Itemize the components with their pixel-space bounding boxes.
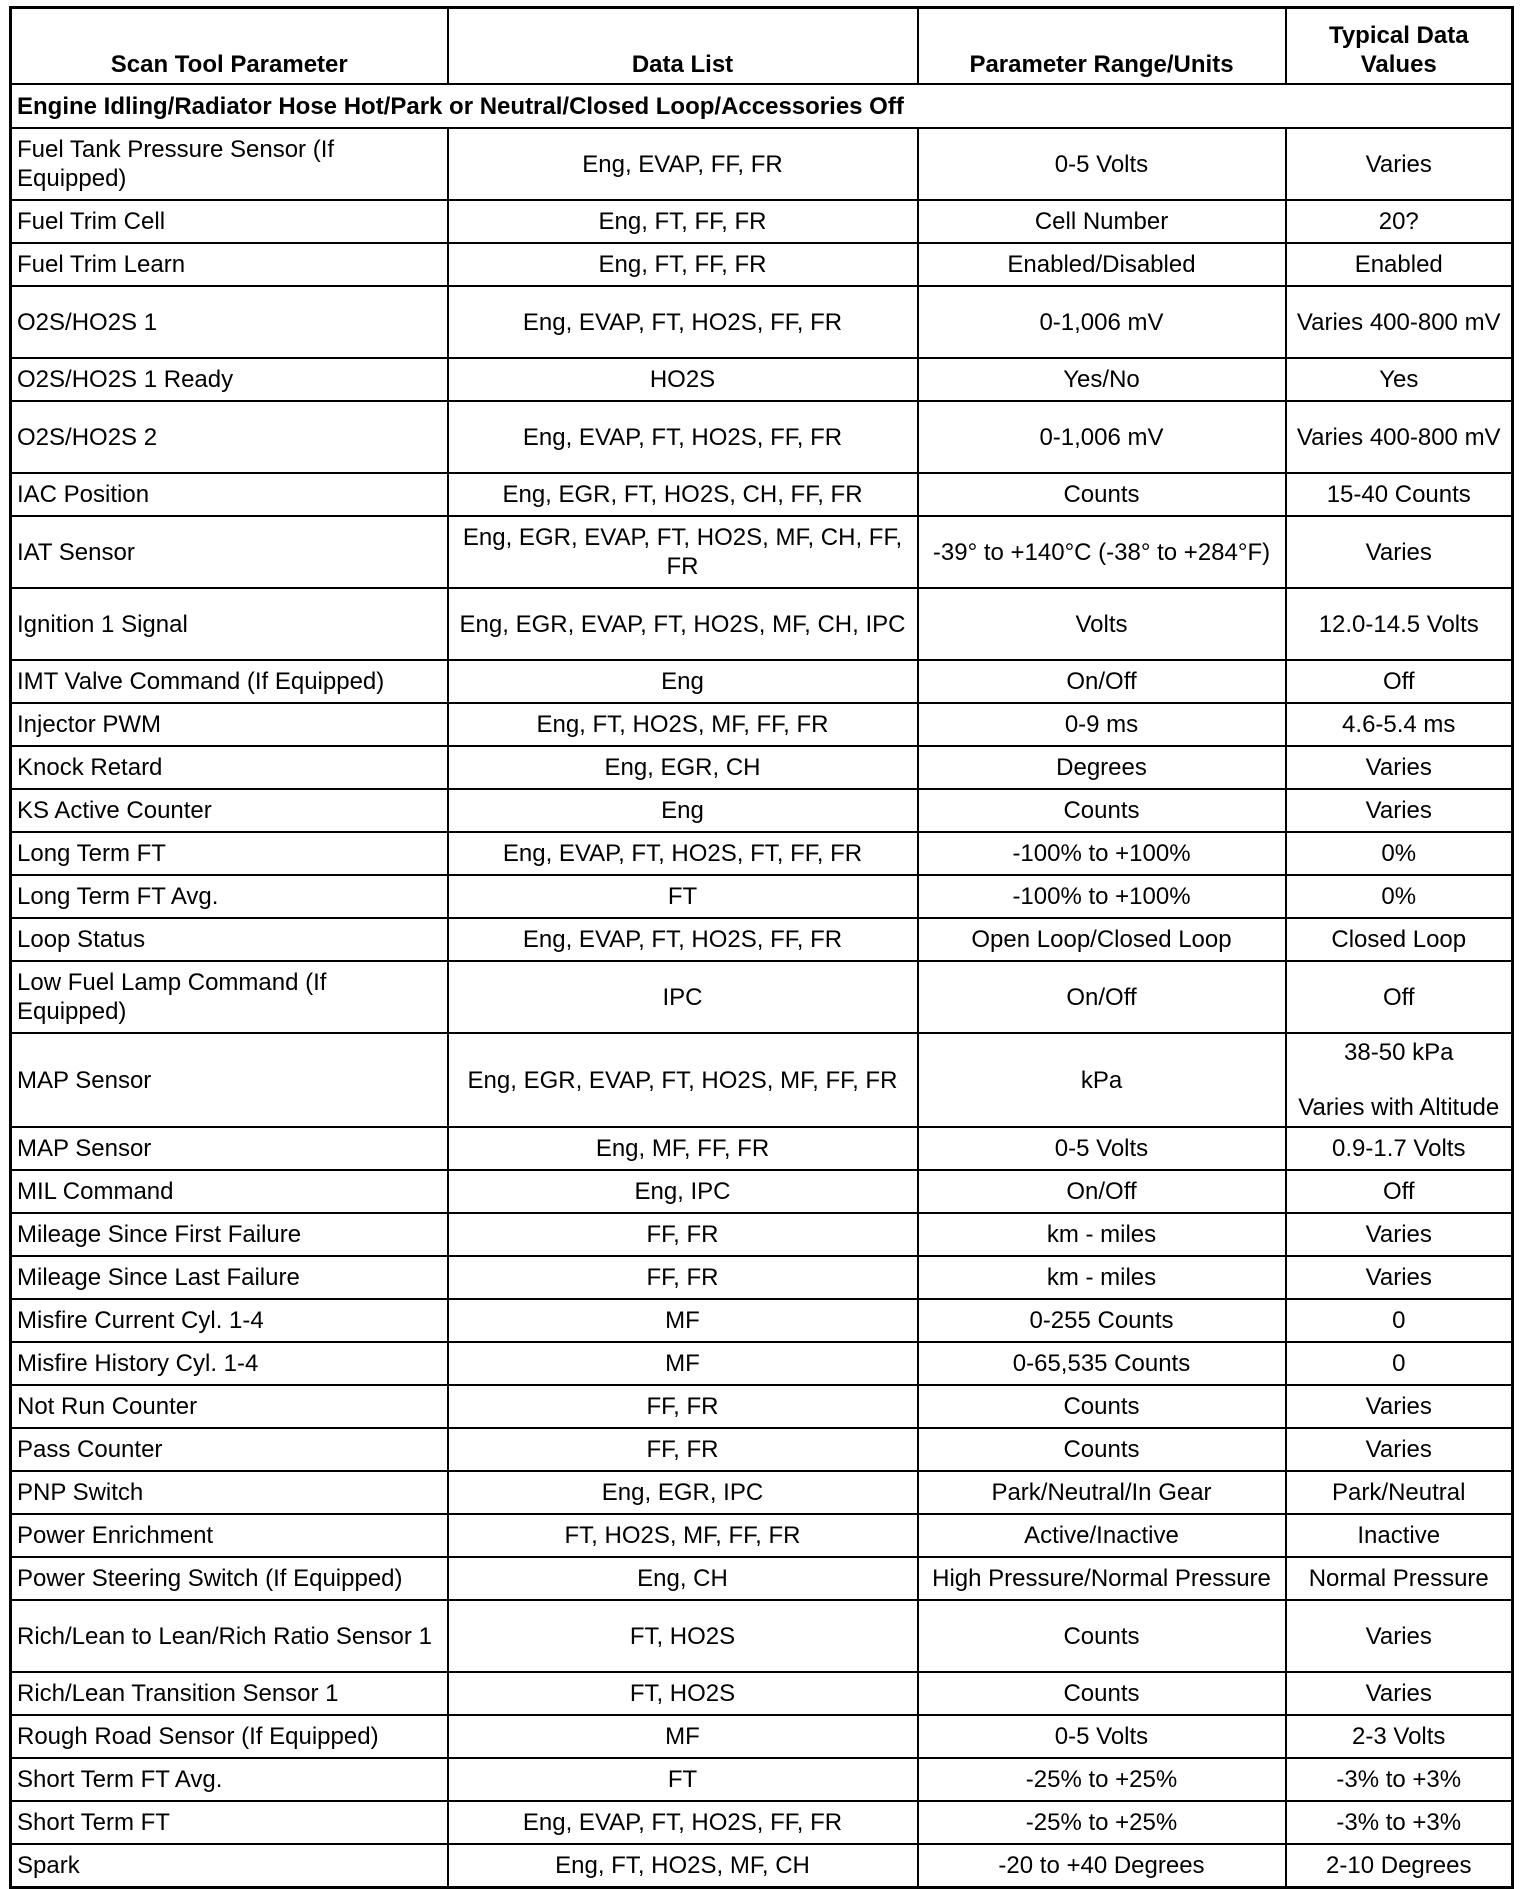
table-row bbox=[11, 875, 1513, 918]
parameter-cell: Long Term FT bbox=[11, 832, 448, 875]
typical-value-cell: Closed Loop bbox=[1286, 918, 1513, 961]
typical-value-note: Varies with Altitude bbox=[1298, 1094, 1500, 1121]
scan-tool-data-table bbox=[9, 6, 1514, 1889]
table-row bbox=[11, 1342, 1513, 1385]
typical-value-cell: Varies bbox=[1286, 1428, 1513, 1471]
typical-value-cell: Varies 400-800 mV bbox=[1286, 401, 1513, 473]
range-cell: kPa bbox=[918, 1033, 1286, 1127]
parameter-cell: Rich/Lean Transition Sensor 1 bbox=[11, 1672, 448, 1715]
parameter-cell: Misfire Current Cyl. 1-4 bbox=[11, 1299, 448, 1342]
range-cell: On/Off bbox=[918, 660, 1286, 703]
table-row bbox=[11, 243, 1513, 286]
table-row bbox=[11, 1600, 1513, 1672]
table-row bbox=[11, 1127, 1513, 1170]
parameter-cell: IAC Position bbox=[11, 473, 448, 516]
data-list-cell: MF bbox=[448, 1299, 918, 1342]
range-cell: Active/Inactive bbox=[918, 1514, 1286, 1557]
typical-value-cell: Varies bbox=[1286, 1600, 1513, 1672]
data-list-cell: Eng, EGR, EVAP, FT, HO2S, MF, CH, FF, FR bbox=[448, 516, 918, 588]
data-list-cell: Eng, EGR, FT, HO2S, CH, FF, FR bbox=[448, 473, 918, 516]
table-row bbox=[11, 1170, 1513, 1213]
typical-value-cell: Off bbox=[1286, 1170, 1513, 1213]
range-cell: -25% to +25% bbox=[918, 1758, 1286, 1801]
typical-value-cell: Off bbox=[1286, 660, 1513, 703]
data-list-cell: FF, FR bbox=[448, 1213, 918, 1256]
header-parameter-range-units: Parameter Range/Units bbox=[918, 8, 1286, 85]
range-cell: 0-1,006 mV bbox=[918, 401, 1286, 473]
typical-value-cell: Varies bbox=[1286, 1256, 1513, 1299]
table-row bbox=[11, 832, 1513, 875]
table-row bbox=[11, 961, 1513, 1033]
data-list-cell: Eng, FT, FF, FR bbox=[448, 243, 918, 286]
range-cell: Cell Number bbox=[918, 200, 1286, 243]
parameter-cell: Ignition 1 Signal bbox=[11, 588, 448, 660]
data-list-cell: Eng, EGR, EVAP, FT, HO2S, MF, FF, FR bbox=[448, 1033, 918, 1127]
data-list-cell: Eng, EGR, CH bbox=[448, 746, 918, 789]
parameter-cell: Knock Retard bbox=[11, 746, 448, 789]
data-list-cell: FF, FR bbox=[448, 1385, 918, 1428]
table-row bbox=[11, 660, 1513, 703]
table-row bbox=[11, 128, 1513, 200]
typical-value-cell: Varies bbox=[1286, 1385, 1513, 1428]
range-cell: Counts bbox=[918, 1600, 1286, 1672]
typical-value-cell bbox=[1286, 1033, 1513, 1127]
range-cell: Volts bbox=[918, 588, 1286, 660]
parameter-cell: Misfire History Cyl. 1-4 bbox=[11, 1342, 448, 1385]
parameter-cell: Injector PWM bbox=[11, 703, 448, 746]
data-list-cell: Eng, EVAP, FT, HO2S, FF, FR bbox=[448, 286, 918, 358]
parameter-cell: Fuel Trim Learn bbox=[11, 243, 448, 286]
typical-value-cell: 0% bbox=[1286, 832, 1513, 875]
data-list-cell: FF, FR bbox=[448, 1428, 918, 1471]
data-list-cell: Eng, EVAP, FT, HO2S, FF, FR bbox=[448, 401, 918, 473]
range-cell: Yes/No bbox=[918, 358, 1286, 401]
data-list-cell: Eng, EVAP, FT, HO2S, FF, FR bbox=[448, 1801, 918, 1844]
parameter-cell: O2S/HO2S 1 Ready bbox=[11, 358, 448, 401]
data-list-cell: Eng, CH bbox=[448, 1557, 918, 1600]
range-cell: High Pressure/Normal Pressure bbox=[918, 1557, 1286, 1600]
table-row bbox=[11, 1514, 1513, 1557]
parameter-cell: PNP Switch bbox=[11, 1471, 448, 1514]
data-list-cell: Eng, EGR, IPC bbox=[448, 1471, 918, 1514]
data-list-cell: FT bbox=[448, 875, 918, 918]
typical-value-cell: 4.6-5.4 ms bbox=[1286, 703, 1513, 746]
data-list-cell: MF bbox=[448, 1342, 918, 1385]
parameter-cell: Power Enrichment bbox=[11, 1514, 448, 1557]
parameter-cell: Mileage Since Last Failure bbox=[11, 1256, 448, 1299]
table-row bbox=[11, 1428, 1513, 1471]
range-cell: -100% to +100% bbox=[918, 875, 1286, 918]
table-row bbox=[11, 200, 1513, 243]
range-cell: Counts bbox=[918, 1428, 1286, 1471]
parameter-cell: Spark bbox=[11, 1844, 448, 1888]
header-scan-tool-parameter: Scan Tool Parameter bbox=[11, 8, 448, 85]
parameter-cell: Fuel Tank Pressure Sensor (If Equipped) bbox=[11, 128, 448, 200]
data-list-cell: MF bbox=[448, 1715, 918, 1758]
data-list-cell: FT, HO2S bbox=[448, 1672, 918, 1715]
parameter-cell: MAP Sensor bbox=[11, 1033, 448, 1127]
range-cell: Counts bbox=[918, 789, 1286, 832]
data-list-cell: Eng, EVAP, FT, HO2S, FF, FR bbox=[448, 918, 918, 961]
table-row bbox=[11, 401, 1513, 473]
range-cell: 0-65,535 Counts bbox=[918, 1342, 1286, 1385]
data-list-cell: Eng, FT, HO2S, MF, CH bbox=[448, 1844, 918, 1888]
header-typical-data-values: Typical Data Values bbox=[1286, 8, 1513, 85]
parameter-cell: Power Steering Switch (If Equipped) bbox=[11, 1557, 448, 1600]
typical-value-cell: Varies bbox=[1286, 128, 1513, 200]
typical-value-cell: 15-40 Counts bbox=[1286, 473, 1513, 516]
parameter-cell: Rough Road Sensor (If Equipped) bbox=[11, 1715, 448, 1758]
data-list-cell: Eng bbox=[448, 789, 918, 832]
data-list-cell: Eng, EVAP, FT, HO2S, FT, FF, FR bbox=[448, 832, 918, 875]
range-cell: Enabled/Disabled bbox=[918, 243, 1286, 286]
typical-value-cell: Varies bbox=[1286, 516, 1513, 588]
table-row bbox=[11, 1672, 1513, 1715]
typical-value-cell: -3% to +3% bbox=[1286, 1801, 1513, 1844]
table-row bbox=[11, 1471, 1513, 1514]
typical-value-cell: 2-3 Volts bbox=[1286, 1715, 1513, 1758]
table-row bbox=[11, 588, 1513, 660]
header-row bbox=[11, 8, 1513, 85]
parameter-cell: Rich/Lean to Lean/Rich Ratio Sensor 1 bbox=[11, 1600, 448, 1672]
typical-value-cell: 0 bbox=[1286, 1342, 1513, 1385]
parameter-cell: Not Run Counter bbox=[11, 1385, 448, 1428]
range-cell: 0-9 ms bbox=[918, 703, 1286, 746]
table-row bbox=[11, 918, 1513, 961]
parameter-cell: Loop Status bbox=[11, 918, 448, 961]
parameter-cell: MAP Sensor bbox=[11, 1127, 448, 1170]
range-cell: Counts bbox=[918, 473, 1286, 516]
table-row bbox=[11, 1299, 1513, 1342]
parameter-cell: O2S/HO2S 1 bbox=[11, 286, 448, 358]
table-row bbox=[11, 746, 1513, 789]
parameter-cell: Low Fuel Lamp Command (If Equipped) bbox=[11, 961, 448, 1033]
range-cell: -20 to +40 Degrees bbox=[918, 1844, 1286, 1888]
typical-value-cell: Inactive bbox=[1286, 1514, 1513, 1557]
table-row bbox=[11, 1801, 1513, 1844]
data-list-cell: Eng, EVAP, FF, FR bbox=[448, 128, 918, 200]
table-row bbox=[11, 358, 1513, 401]
parameter-cell: MIL Command bbox=[11, 1170, 448, 1213]
header-data-list: Data List bbox=[448, 8, 918, 85]
range-cell: Counts bbox=[918, 1672, 1286, 1715]
range-cell: -39° to +140°C (-38° to +284°F) bbox=[918, 516, 1286, 588]
typical-value-cell: 12.0-14.5 Volts bbox=[1286, 588, 1513, 660]
data-list-cell: FT bbox=[448, 1758, 918, 1801]
parameter-cell: Fuel Trim Cell bbox=[11, 200, 448, 243]
parameter-cell: Mileage Since First Failure bbox=[11, 1213, 448, 1256]
table-row bbox=[11, 516, 1513, 588]
section-row bbox=[11, 84, 1513, 128]
range-cell: Counts bbox=[918, 1385, 1286, 1428]
typical-value-cell: Varies bbox=[1286, 746, 1513, 789]
range-cell: On/Off bbox=[918, 961, 1286, 1033]
data-list-cell: IPC bbox=[448, 961, 918, 1033]
table-row bbox=[11, 1033, 1513, 1127]
range-cell: Degrees bbox=[918, 746, 1286, 789]
table-row bbox=[11, 286, 1513, 358]
range-cell: 0-5 Volts bbox=[918, 128, 1286, 200]
range-cell: 0-255 Counts bbox=[918, 1299, 1286, 1342]
range-cell: 0-1,006 mV bbox=[918, 286, 1286, 358]
data-list-cell: FT, HO2S, MF, FF, FR bbox=[448, 1514, 918, 1557]
table-row bbox=[11, 1385, 1513, 1428]
table-row bbox=[11, 1715, 1513, 1758]
section-title: Engine Idling/Radiator Hose Hot/Park or Neutral/Closed Loop/Accessories Off bbox=[11, 84, 1513, 128]
range-cell: km - miles bbox=[918, 1256, 1286, 1299]
typical-value-cell: Varies bbox=[1286, 1672, 1513, 1715]
parameter-cell: O2S/HO2S 2 bbox=[11, 401, 448, 473]
table-row bbox=[11, 1213, 1513, 1256]
typical-value-cell: Varies bbox=[1286, 1213, 1513, 1256]
typical-value-cell: Varies bbox=[1286, 789, 1513, 832]
typical-value-cell: 0.9-1.7 Volts bbox=[1286, 1127, 1513, 1170]
parameter-cell: Pass Counter bbox=[11, 1428, 448, 1471]
typical-value-cell: Off bbox=[1286, 961, 1513, 1033]
typical-value-cell: 0% bbox=[1286, 875, 1513, 918]
range-cell: 0-5 Volts bbox=[918, 1715, 1286, 1758]
data-list-cell: FT, HO2S bbox=[448, 1600, 918, 1672]
range-cell: On/Off bbox=[918, 1170, 1286, 1213]
typical-value-cell: 20? bbox=[1286, 200, 1513, 243]
range-cell: Park/Neutral/In Gear bbox=[918, 1471, 1286, 1514]
table-row bbox=[11, 789, 1513, 832]
table-row bbox=[11, 1758, 1513, 1801]
data-list-cell: Eng, EGR, EVAP, FT, HO2S, MF, CH, IPC bbox=[448, 588, 918, 660]
typical-value-primary: 38-50 kPa bbox=[1344, 1039, 1454, 1066]
typical-value-cell: 2-10 Degrees bbox=[1286, 1844, 1513, 1888]
typical-value-cell: Yes bbox=[1286, 358, 1513, 401]
parameter-cell: KS Active Counter bbox=[11, 789, 448, 832]
range-cell: -100% to +100% bbox=[918, 832, 1286, 875]
data-list-cell: Eng, MF, FF, FR bbox=[448, 1127, 918, 1170]
range-cell: 0-5 Volts bbox=[918, 1127, 1286, 1170]
range-cell: Open Loop/Closed Loop bbox=[918, 918, 1286, 961]
data-list-cell: Eng, IPC bbox=[448, 1170, 918, 1213]
parameter-cell: IAT Sensor bbox=[11, 516, 448, 588]
range-cell: -25% to +25% bbox=[918, 1801, 1286, 1844]
data-list-cell: HO2S bbox=[448, 358, 918, 401]
typical-value-cell: Varies 400-800 mV bbox=[1286, 286, 1513, 358]
data-list-cell: Eng, FT, FF, FR bbox=[448, 200, 918, 243]
table-row bbox=[11, 703, 1513, 746]
parameter-cell: Long Term FT Avg. bbox=[11, 875, 448, 918]
parameter-cell: Short Term FT Avg. bbox=[11, 1758, 448, 1801]
parameter-cell: Short Term FT bbox=[11, 1801, 448, 1844]
table-row bbox=[11, 473, 1513, 516]
typical-value-cell: Enabled bbox=[1286, 243, 1513, 286]
data-list-cell: FF, FR bbox=[448, 1256, 918, 1299]
table-row bbox=[11, 1557, 1513, 1600]
data-list-cell: Eng bbox=[448, 660, 918, 703]
typical-value-cell: 0 bbox=[1286, 1299, 1513, 1342]
parameter-cell: IMT Valve Command (If Equipped) bbox=[11, 660, 448, 703]
typical-value-cell: Park/Neutral bbox=[1286, 1471, 1513, 1514]
data-list-cell: Eng, FT, HO2S, MF, FF, FR bbox=[448, 703, 918, 746]
typical-value-cell: Normal Pressure bbox=[1286, 1557, 1513, 1600]
typical-value-cell: -3% to +3% bbox=[1286, 1758, 1513, 1801]
table-row bbox=[11, 1844, 1513, 1888]
range-cell: km - miles bbox=[918, 1213, 1286, 1256]
table-row bbox=[11, 1256, 1513, 1299]
